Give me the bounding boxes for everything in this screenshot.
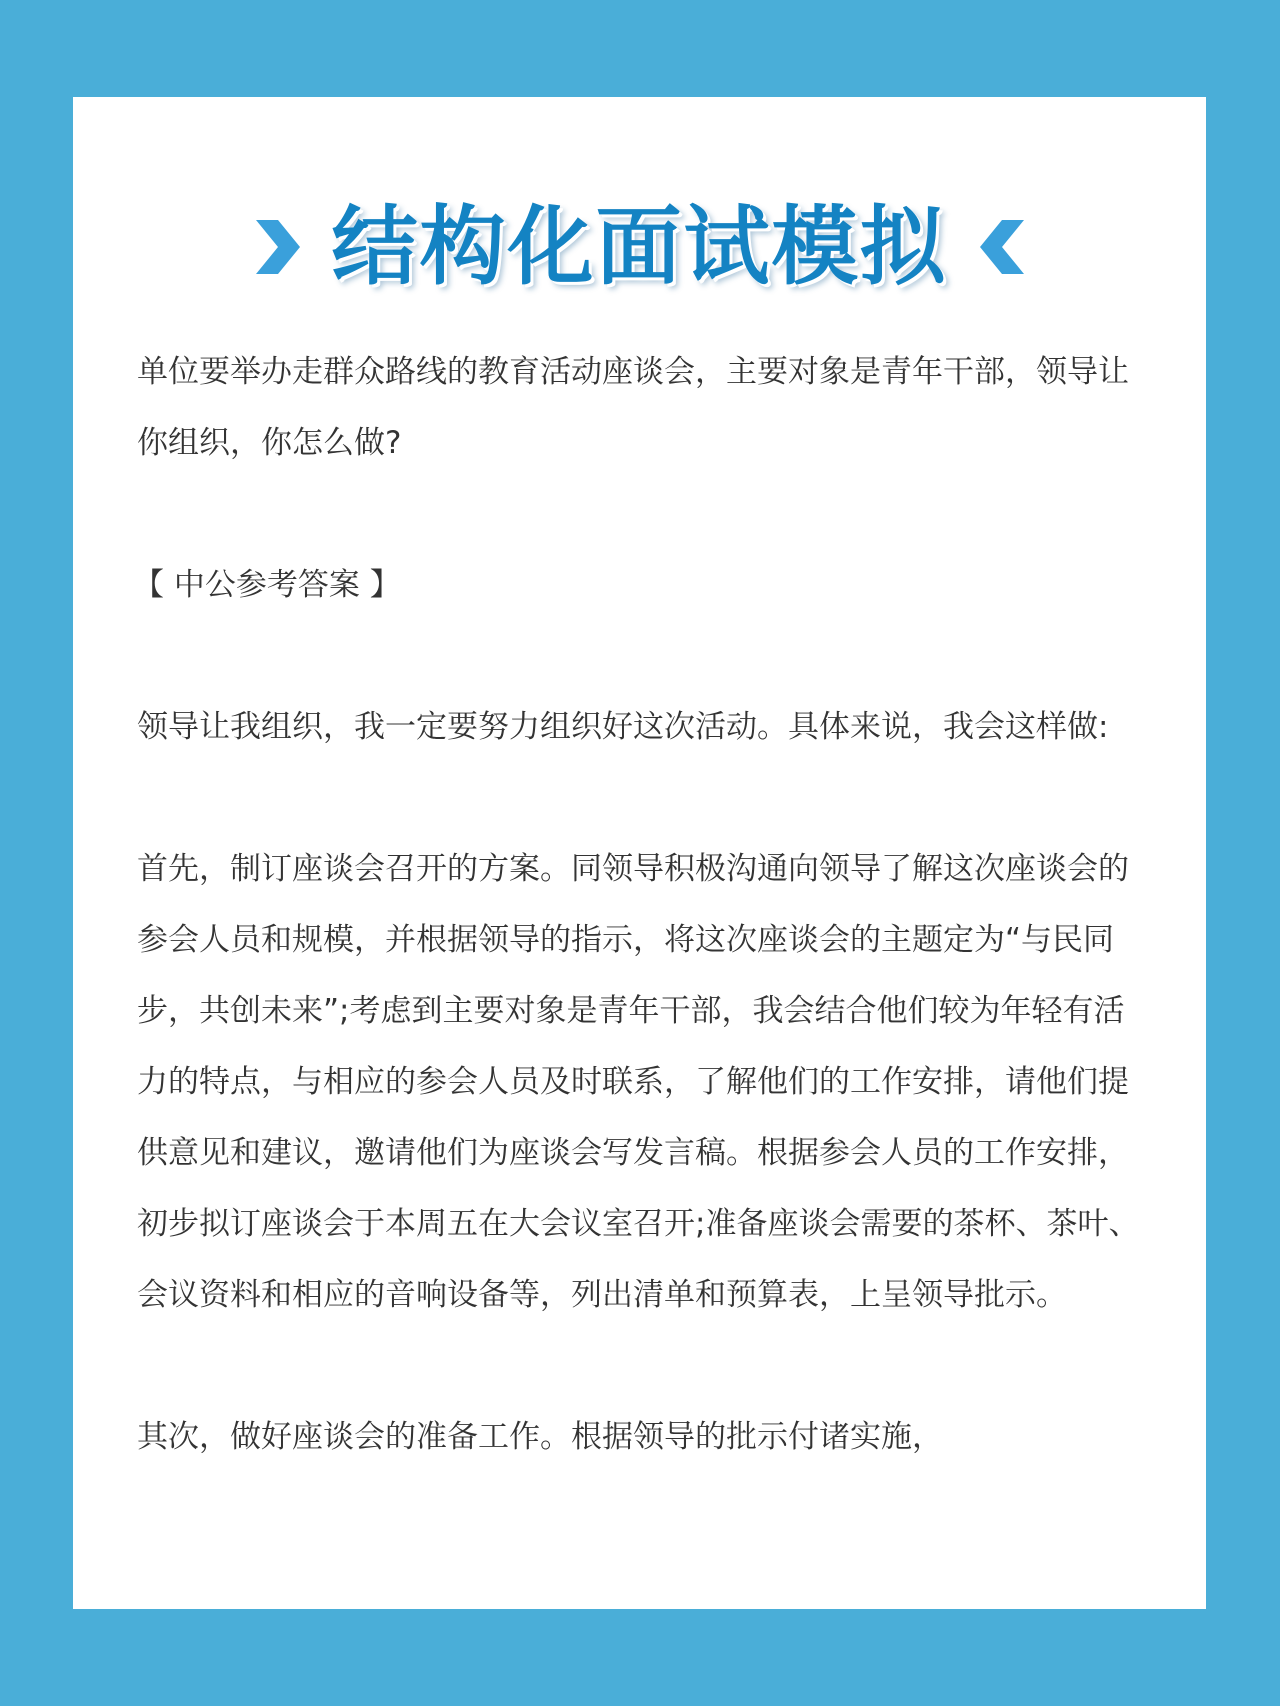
content-card — [73, 97, 1206, 1609]
chevron-right-icon — [252, 216, 304, 278]
page-title: 结构化面试模拟 — [331, 197, 948, 297]
answer-heading: 【 中公参考答案 】 — [133, 567, 401, 603]
answer-paragraph-second: 其次，做好座谈会的准备工作。根据领导的批示付诸实施， — [137, 1419, 943, 1455]
chevron-left-icon — [976, 216, 1028, 278]
title-row — [73, 177, 1206, 317]
answer-paragraph-first: 首先，制订座谈会召开的方案。同领导积极沟通向领导了解这次座谈会的参会人员和规模，并根据领导的指示，将这次座谈会的主题定为“与民同步，共创未来”;考虑到主要对象是青年干部，我会结合他们较为年轻有活力的特点，与相应的参会人员及时联系，了解他们的工作安排，请他们提供意见和建议，邀请他们为座谈会写发言稿。根据参会人员的工作安排，初步拟订座谈会于本周五在大会议室召开;准备座谈会需要的茶杯、茶叶、会议资料和相应的音响设备等，列出清单和预算表，上呈领导批示。 — [137, 851, 1140, 1313]
article-body — [133, 337, 1147, 1473]
question-text: 单位要举办走群众路线的教育活动座谈会，主要对象是青年干部，领导让你组织，你怎么做? — [137, 354, 1129, 461]
answer-paragraph-intro: 领导让我组织，我一定要努力组织好这次活动。具体来说，我会这样做: — [137, 709, 1109, 745]
